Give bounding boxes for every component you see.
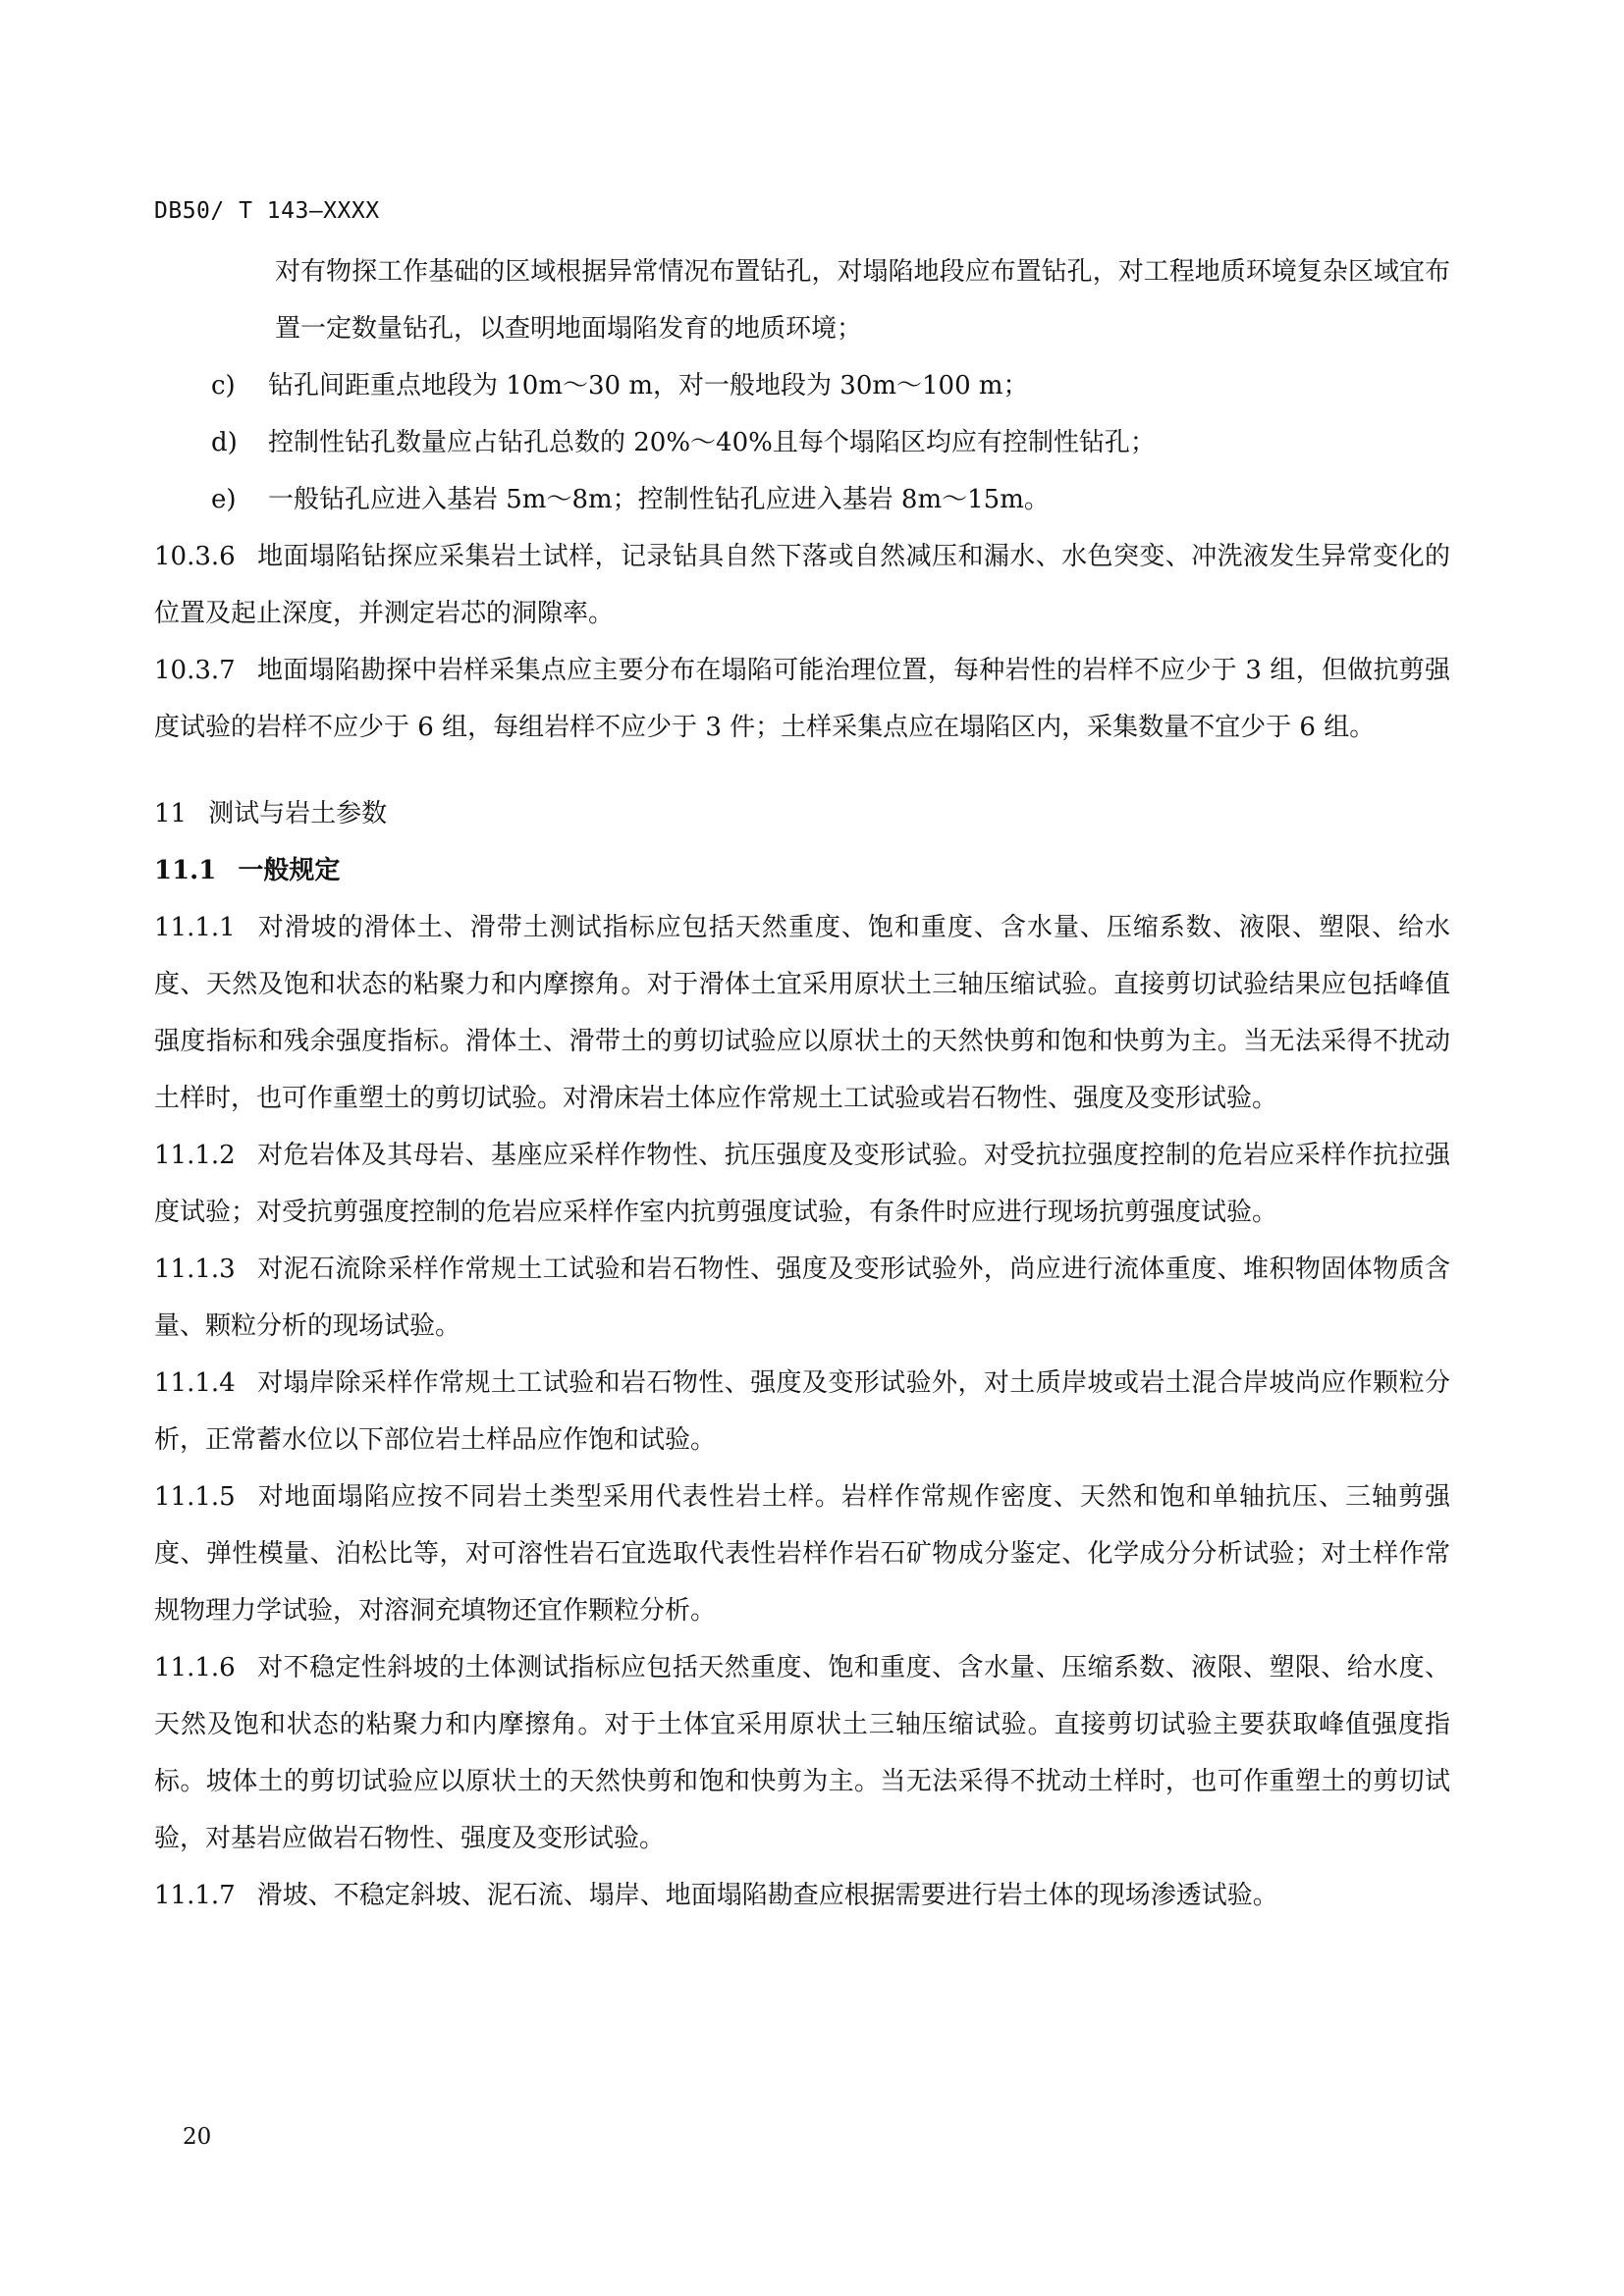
clause-text: 对滑坡的滑体土、滑带土测试指标应包括天然重度、饱和重度、含水量、压缩系数、液限、塑限、给水度、天然及饱和状态的粘聚力和内摩擦角。对于滑体土宜采用原状土三轴压缩试验。直接剪切试验结果应包括峰值强度指标和残余强度指标。滑体土、滑带土的剪切试验应以原状土的天然快剪和饱和快剪为主。当无法采得不扰动土样时，也可作重塑土的剪切试验。对滑床岩土体应作常规土工试验或岩石物性、强度及变形试验。: [154, 913, 1450, 1113]
clause-10-3-7: [154, 642, 1450, 756]
list-item: [211, 471, 1450, 528]
clause-11-1-2: [154, 1127, 1450, 1241]
continuation-paragraph: 对有物探工作基础的区域根据异常情况布置钻孔，对塌陷地段应布置钻孔，对工程地质环境复杂区域宜布置一定数量钻孔，以查明地面塌陷发育的地质环境；: [275, 257, 1450, 344]
clause-11-1-5: [154, 1468, 1450, 1639]
page-number: 20: [183, 2124, 212, 2150]
section-heading: [154, 842, 1450, 899]
clause-10-3-6: [154, 528, 1450, 642]
page-body: [154, 243, 1450, 1924]
list-item-text: 钻孔间距重点地段为 10m～30 m，对一般地段为 30m～100 m；: [268, 371, 1029, 400]
clause-11-1-1: [154, 899, 1450, 1127]
clause-text: 地面塌陷勘探中岩样采集点应主要分布在塌陷可能治理位置，每种岩性的岩样不应少于 3 组，但做抗剪强度试验的岩样不应少于 6 组，每组岩样不应少于 3 件；土样采集点应在塌陷区内，采集数量不宜少于 6 组。: [154, 656, 1450, 742]
list-item-text: 一般钻孔应进入基岩 5m～8m；控制性钻孔应进入基岩 8m～15m。: [268, 485, 1050, 514]
clause-text: 地面塌陷钻探应采集岩土试样，记录钻具自然下落或自然减压和漏水、水色突变、冲洗液发生异常变化的位置及起止深度，并测定岩芯的洞隙率。: [154, 542, 1450, 628]
list-marker: d): [211, 428, 238, 457]
section-number: 11.1: [154, 856, 217, 885]
clause-number: 11.1.3: [154, 1255, 236, 1284]
chapter-title: 测试与岩土参数: [208, 799, 388, 828]
list-marker: e): [211, 485, 237, 514]
clause-number: 11.1.6: [154, 1653, 236, 1682]
chapter-heading: [154, 785, 1450, 842]
section-spacer: [154, 756, 1450, 785]
clause-11-1-3: [154, 1241, 1450, 1355]
clause-text: 滑坡、不稳定斜坡、泥石流、塌岸、地面塌陷勘查应根据需要进行岩土体的现场渗透试验。: [256, 1881, 1278, 1910]
section-title: 一般规定: [238, 856, 341, 885]
list-item: [211, 414, 1450, 471]
chapter-number: 11: [154, 799, 188, 828]
list-marker: c): [211, 371, 236, 400]
clause-number: 10.3.7: [154, 656, 236, 685]
list-item: [211, 357, 1450, 414]
drilling-list: [154, 357, 1450, 528]
clause-text: 对危岩体及其母岩、基座应采样作物性、抗压强度及变形试验。对受抗拉强度控制的危岩应采样作抗拉强度试验；对受抗剪强度控制的危岩应采样作室内抗剪强度试验，有条件时应进行现场抗剪强度试验。: [154, 1141, 1450, 1227]
clause-number: 10.3.6: [154, 542, 236, 571]
clause-number: 11.1.2: [154, 1141, 236, 1170]
clause-number: 11.1.7: [154, 1881, 236, 1910]
clause-text: 对泥石流除采样作常规土工试验和岩石物性、强度及变形试验外，尚应进行流体重度、堆积物固体物质含量、颗粒分析的现场试验。: [154, 1255, 1450, 1341]
clause-number: 11.1.4: [154, 1368, 236, 1398]
list-item-text: 控制性钻孔数量应占钻孔总数的 20%～40%且每个塌陷区均应有控制性钻孔；: [268, 428, 1156, 457]
clause-number: 11.1.1: [154, 913, 236, 942]
clause-number: 11.1.5: [154, 1482, 236, 1512]
clause-text: 对塌岸除采样作常规土工试验和岩石物性、强度及变形试验外，对土质岸坡或岩土混合岸坡尚应作颗粒分析，正常蓄水位以下部位岩土样品应作饱和试验。: [154, 1368, 1450, 1455]
clause-text: 对不稳定性斜坡的土体测试指标应包括天然重度、饱和重度、含水量、压缩系数、液限、塑限、给水度、天然及饱和状态的粘聚力和内摩擦角。对于土体宜采用原状土三轴压缩试验。直接剪切试验主要获取峰值强度指标。坡体土的剪切试验应以原状土的天然快剪和饱和快剪为主。当无法采得不扰动土样时，也可作重塑土的剪切试验，对基岩应做岩石物性、强度及变形试验。: [154, 1653, 1450, 1853]
clause-text: 对地面塌陷应按不同岩土类型采用代表性岩土样。岩样作常规作密度、天然和饱和单轴抗压、三轴剪强度、弹性模量、泊松比等，对可溶性岩石宜选取代表性岩样作岩石矿物成分鉴定、化学成分分析试验；对土样作常规物理力学试验，对溶洞充填物还宜作颗粒分析。: [154, 1482, 1450, 1626]
document-code-header: DB50/ T 143—XXXX: [154, 198, 380, 224]
clause-11-1-7: [154, 1867, 1450, 1924]
clause-11-1-4: [154, 1355, 1450, 1468]
clause-11-1-6: [154, 1639, 1450, 1867]
